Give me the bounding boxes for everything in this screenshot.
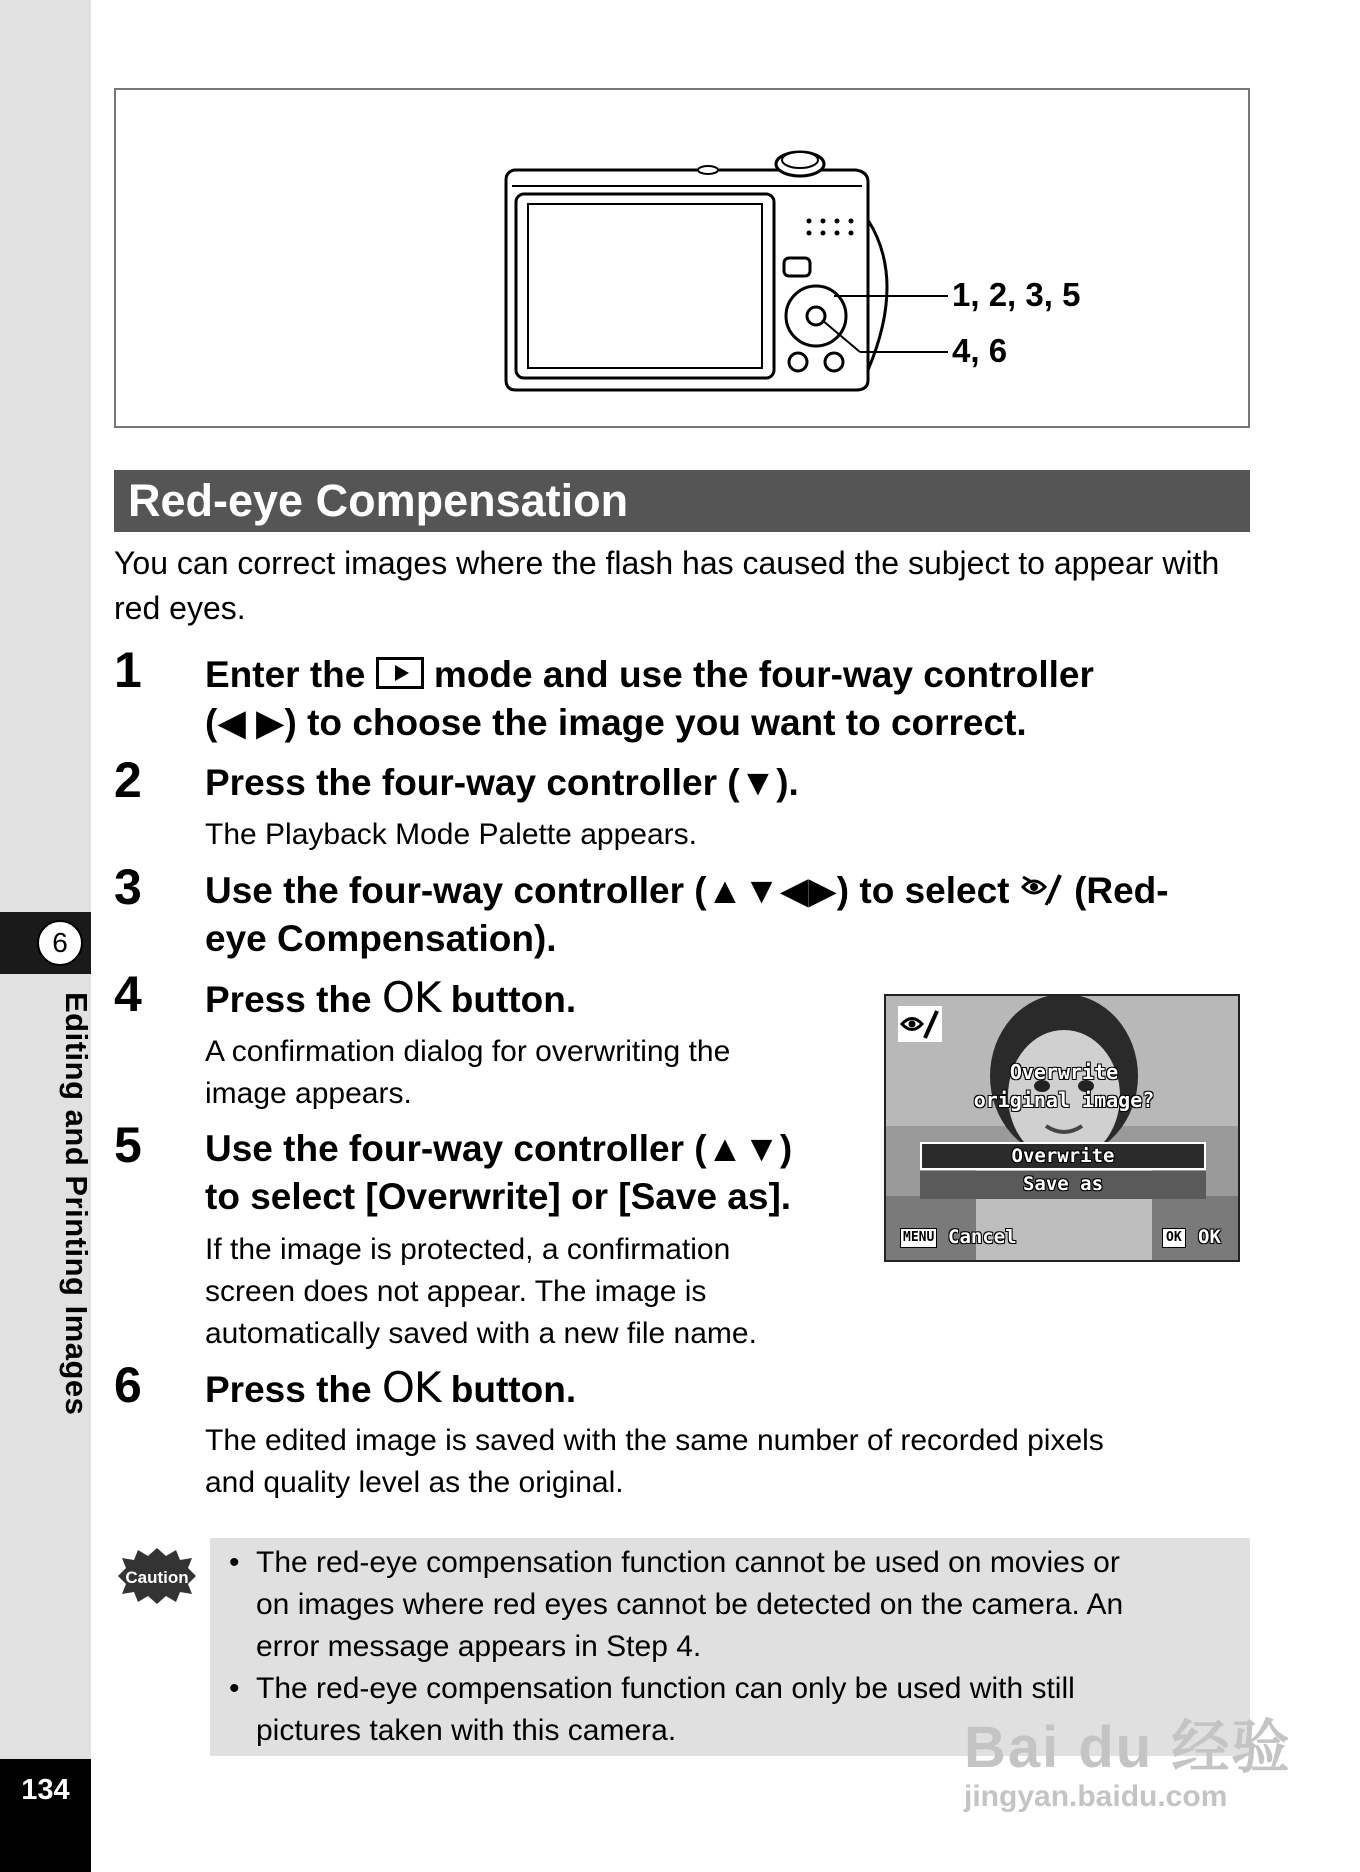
ok-button-glyph: OK: [381, 973, 441, 1022]
step-1-title-part-c: (◀ ▶) to choose the image you want to correct.: [205, 702, 1027, 743]
lcd-cancel-label: Cancel: [948, 1226, 1017, 1248]
watermark-url: jingyan.baidu.com: [964, 1780, 1228, 1813]
caution-item-1-line-2: on images where red eyes cannot be detected on the camera. An: [256, 1588, 1124, 1621]
step-3-title-part-a: Use the four-way controller (▲▼◀▶) to select: [205, 870, 1010, 911]
lcd-screen: [884, 994, 1240, 1262]
caution-item-2-line-1: The red-eye compensation function can only be used with still: [256, 1672, 1075, 1705]
caution-item-2-line-2: pictures taken with this camera.: [256, 1714, 677, 1747]
caution-item-2: • The red-eye compensation function can only be used with still pictures taken with this camera.: [256, 1668, 1236, 1752]
lcd-prompt-line-1: Overwrite: [1009, 1060, 1119, 1084]
watermark: [964, 1700, 1291, 1814]
lcd-option-overwrite[interactable]: [920, 1142, 1206, 1170]
step-2-title: Press the four-way controller (▼).: [205, 762, 799, 803]
section-title: Red-eye Compensation: [114, 470, 1250, 532]
step-4-title-part-a: Press the: [205, 979, 372, 1020]
step-2-desc: The Playback Mode Palette appears.: [205, 818, 697, 851]
step-5-desc-line-3: automatically saved with a new file name.: [205, 1317, 757, 1350]
lcd-option-overwrite-label: Overwrite: [1011, 1145, 1115, 1167]
chapter-number: 6: [37, 920, 83, 966]
step-4-title-part-b: button.: [450, 979, 577, 1020]
step-1-number: 1: [114, 642, 142, 698]
step-6-number: 6: [114, 1357, 142, 1413]
step-1-title: [205, 651, 1255, 747]
ok-button-glyph: OK: [381, 1363, 441, 1412]
lcd-ok-label: OK: [1198, 1226, 1221, 1248]
step-5-number: 5: [114, 1117, 142, 1173]
lcd-option-save-as[interactable]: [920, 1171, 1206, 1199]
step-1-title-part-b: mode and use the four-way controller: [433, 654, 1094, 695]
step-3-title-part-b: (Red-: [1074, 870, 1169, 911]
caution-item-1-line-1: The red-eye compensation function cannot be used on movies or: [256, 1546, 1120, 1579]
step-6-desc-line-1: The edited image is saved with the same number of recorded pixels: [205, 1424, 1104, 1457]
caution-item-1-line-3: error message appears in Step 4.: [256, 1630, 702, 1663]
camera-illustration: [116, 90, 1252, 430]
step-5-desc-line-2: screen does not appear. The image is: [205, 1275, 707, 1308]
red-eye-mode-icon: [898, 1006, 942, 1042]
step-6-title-part-b: button.: [450, 1369, 577, 1410]
step-4-number: 4: [114, 966, 142, 1022]
step-4-desc-line-2: image appears.: [205, 1077, 412, 1110]
step-6-title-part-a: Press the: [205, 1369, 372, 1410]
page-number: 134: [21, 1774, 70, 1806]
step-5-title-line-1: Use the four-way controller (▲▼): [205, 1128, 793, 1169]
step-6-desc-line-2: and quality level as the original.: [205, 1466, 624, 1499]
playback-mode-icon: [376, 657, 424, 689]
step-4-title: [205, 974, 576, 1024]
chapter-title: Editing and Printing Images: [59, 992, 94, 1416]
lcd-menu-key: MENU: [900, 1228, 937, 1248]
step-3-title-part-c: eye Compensation).: [205, 918, 557, 959]
callout-1-2-3-5: 1, 2, 3, 5: [952, 276, 1081, 313]
step-3-title: [205, 867, 1265, 963]
step-5-desc-line-1: If the image is protected, a confirmation: [205, 1233, 731, 1266]
watermark-brand: Bai du 经验: [964, 1715, 1292, 1780]
step-3-number: 3: [114, 859, 142, 915]
caution-item-1: • The red-eye compensation function cannot be used on movies or on images where red eyes cannot be detected on the camera. An error message appears in Step 4.: [256, 1542, 1236, 1668]
step-2-number: 2: [114, 752, 142, 808]
step-6-title: [205, 1364, 576, 1414]
lcd-option-save-as-label: Save as: [1022, 1173, 1104, 1195]
camera-figure: [114, 88, 1250, 428]
caution-icon: [114, 1546, 200, 1608]
lcd-ok-key: OK: [1162, 1228, 1186, 1248]
red-eye-icon: [1020, 871, 1064, 907]
step-4-desc-line-1: A confirmation dialog for overwriting the: [205, 1035, 731, 1068]
callout-4-6: 4, 6: [952, 332, 1008, 369]
step-1-title-part-a: Enter the: [205, 654, 366, 695]
step-5-title-line-2: to select [Overwrite] or [Save as].: [205, 1176, 792, 1217]
caution-icon-label: Caution: [125, 1568, 189, 1587]
lcd-prompt-line-2: original image?: [973, 1088, 1155, 1112]
intro-text: You can correct images where the flash has caused the subject to appear with red eyes.: [114, 545, 1220, 626]
